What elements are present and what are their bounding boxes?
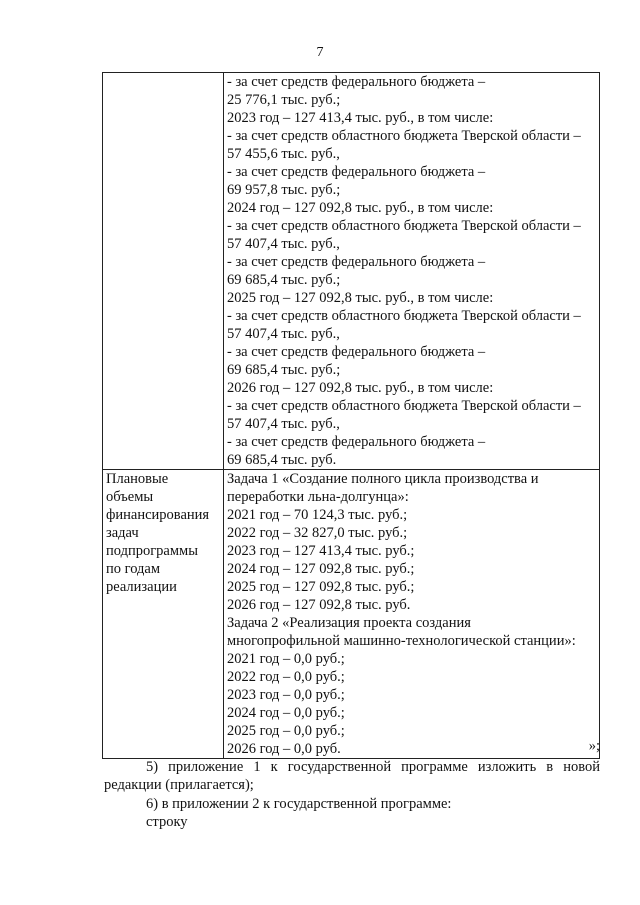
table-line: 25 776,1 тыс. руб.; [227,92,341,108]
table-line: - за счет средств федерального бюджета – [227,434,486,450]
table-line: 2026 год – 127 092,8 тыс. руб., в том числе: [227,380,494,396]
table-line: - за счет средств областного бюджета Тверской области – [227,128,581,144]
row2-left-cell [103,470,224,759]
table-line: 57 407,4 тыс. руб., [227,236,340,252]
table-line: 2025 год – 127 092,8 тыс. руб., в том числе: [227,290,494,306]
row2-right-cell [224,470,600,759]
table-line: 69 685,4 тыс. руб.; [227,272,341,288]
table-row [103,73,600,470]
row1-left-cell [103,73,224,470]
table-line: 2023 год – 127 413,4 тыс. руб., в том числе: [227,110,494,126]
table-line: - за счет средств областного бюджета Тверской области – [227,398,581,414]
table-line: 2025 год – 0,0 руб.; [227,723,345,739]
table-line: переработки льна-долгунца»: [227,489,409,505]
table-line: многопрофильной машинно-технологической станции»: [227,633,576,649]
table-line: - за счет средств областного бюджета Тверской области – [227,308,581,324]
table-line: 2025 год – 127 092,8 тыс. руб.; [227,579,415,595]
closing-quote-mark: »; [588,738,600,754]
row-header-line: по годам [106,561,161,577]
paragraph-line-stroku: строку [146,814,188,830]
row-header-line: подпрограммы [106,543,198,559]
table-line: 2023 год – 127 413,4 тыс. руб.; [227,543,415,559]
table-line: 57 407,4 тыс. руб., [227,326,340,342]
table-line: 2024 год – 127 092,8 тыс. руб., в том числе: [227,200,494,216]
table-line: - за счет средств федерального бюджета – [227,344,486,360]
table-line: 69 685,4 тыс. руб.; [227,362,341,378]
table-line: 2021 год – 0,0 руб.; [227,651,345,667]
table-line: 2022 год – 32 827,0 тыс. руб.; [227,525,408,541]
table-line: - за счет средств федерального бюджета – [227,164,486,180]
table-line: 69 957,8 тыс. руб.; [227,182,341,198]
table-line: 2026 год – 0,0 руб. [227,741,341,757]
page-number: 7 [316,45,324,60]
table-line: Задача 1 «Создание полного цикла производства и [227,471,539,487]
table-line: 2021 год – 70 124,3 тыс. руб.; [227,507,408,523]
table-line: 2022 год – 0,0 руб.; [227,669,345,685]
row1-right-cell [224,73,600,470]
row-header-line: финансирования [106,507,210,523]
row-header-line: реализации [106,579,177,595]
table-line: - за счет средств федерального бюджета – [227,74,486,90]
row-header-line: объемы [106,489,154,505]
financing-table [102,72,600,759]
row-header-line: Плановые [106,471,169,487]
table-line: - за счет средств федерального бюджета – [227,254,486,270]
table-line: 2024 год – 127 092,8 тыс. руб.; [227,561,415,577]
paragraph-item-6: 6) в приложении 2 к государственной программе: [146,796,452,812]
row-header-line: задач [106,525,139,541]
table-line: 2023 год – 0,0 руб.; [227,687,345,703]
table-line: Задача 2 «Реализация проекта создания [227,615,471,631]
table-line: 57 455,6 тыс. руб., [227,146,340,162]
table-line: 69 685,4 тыс. руб. [227,452,337,468]
paragraph-item-5: 5) приложение 1 к государственной программе изложить в новой редакции (прилагается); [104,759,600,793]
table-line: 57 407,4 тыс. руб., [227,416,340,432]
table-line: - за счет средств областного бюджета Тверской области – [227,218,581,234]
table-line: 2024 год – 0,0 руб.; [227,705,345,721]
table-row [103,470,600,759]
table-line: 2026 год – 127 092,8 тыс. руб. [227,597,411,613]
